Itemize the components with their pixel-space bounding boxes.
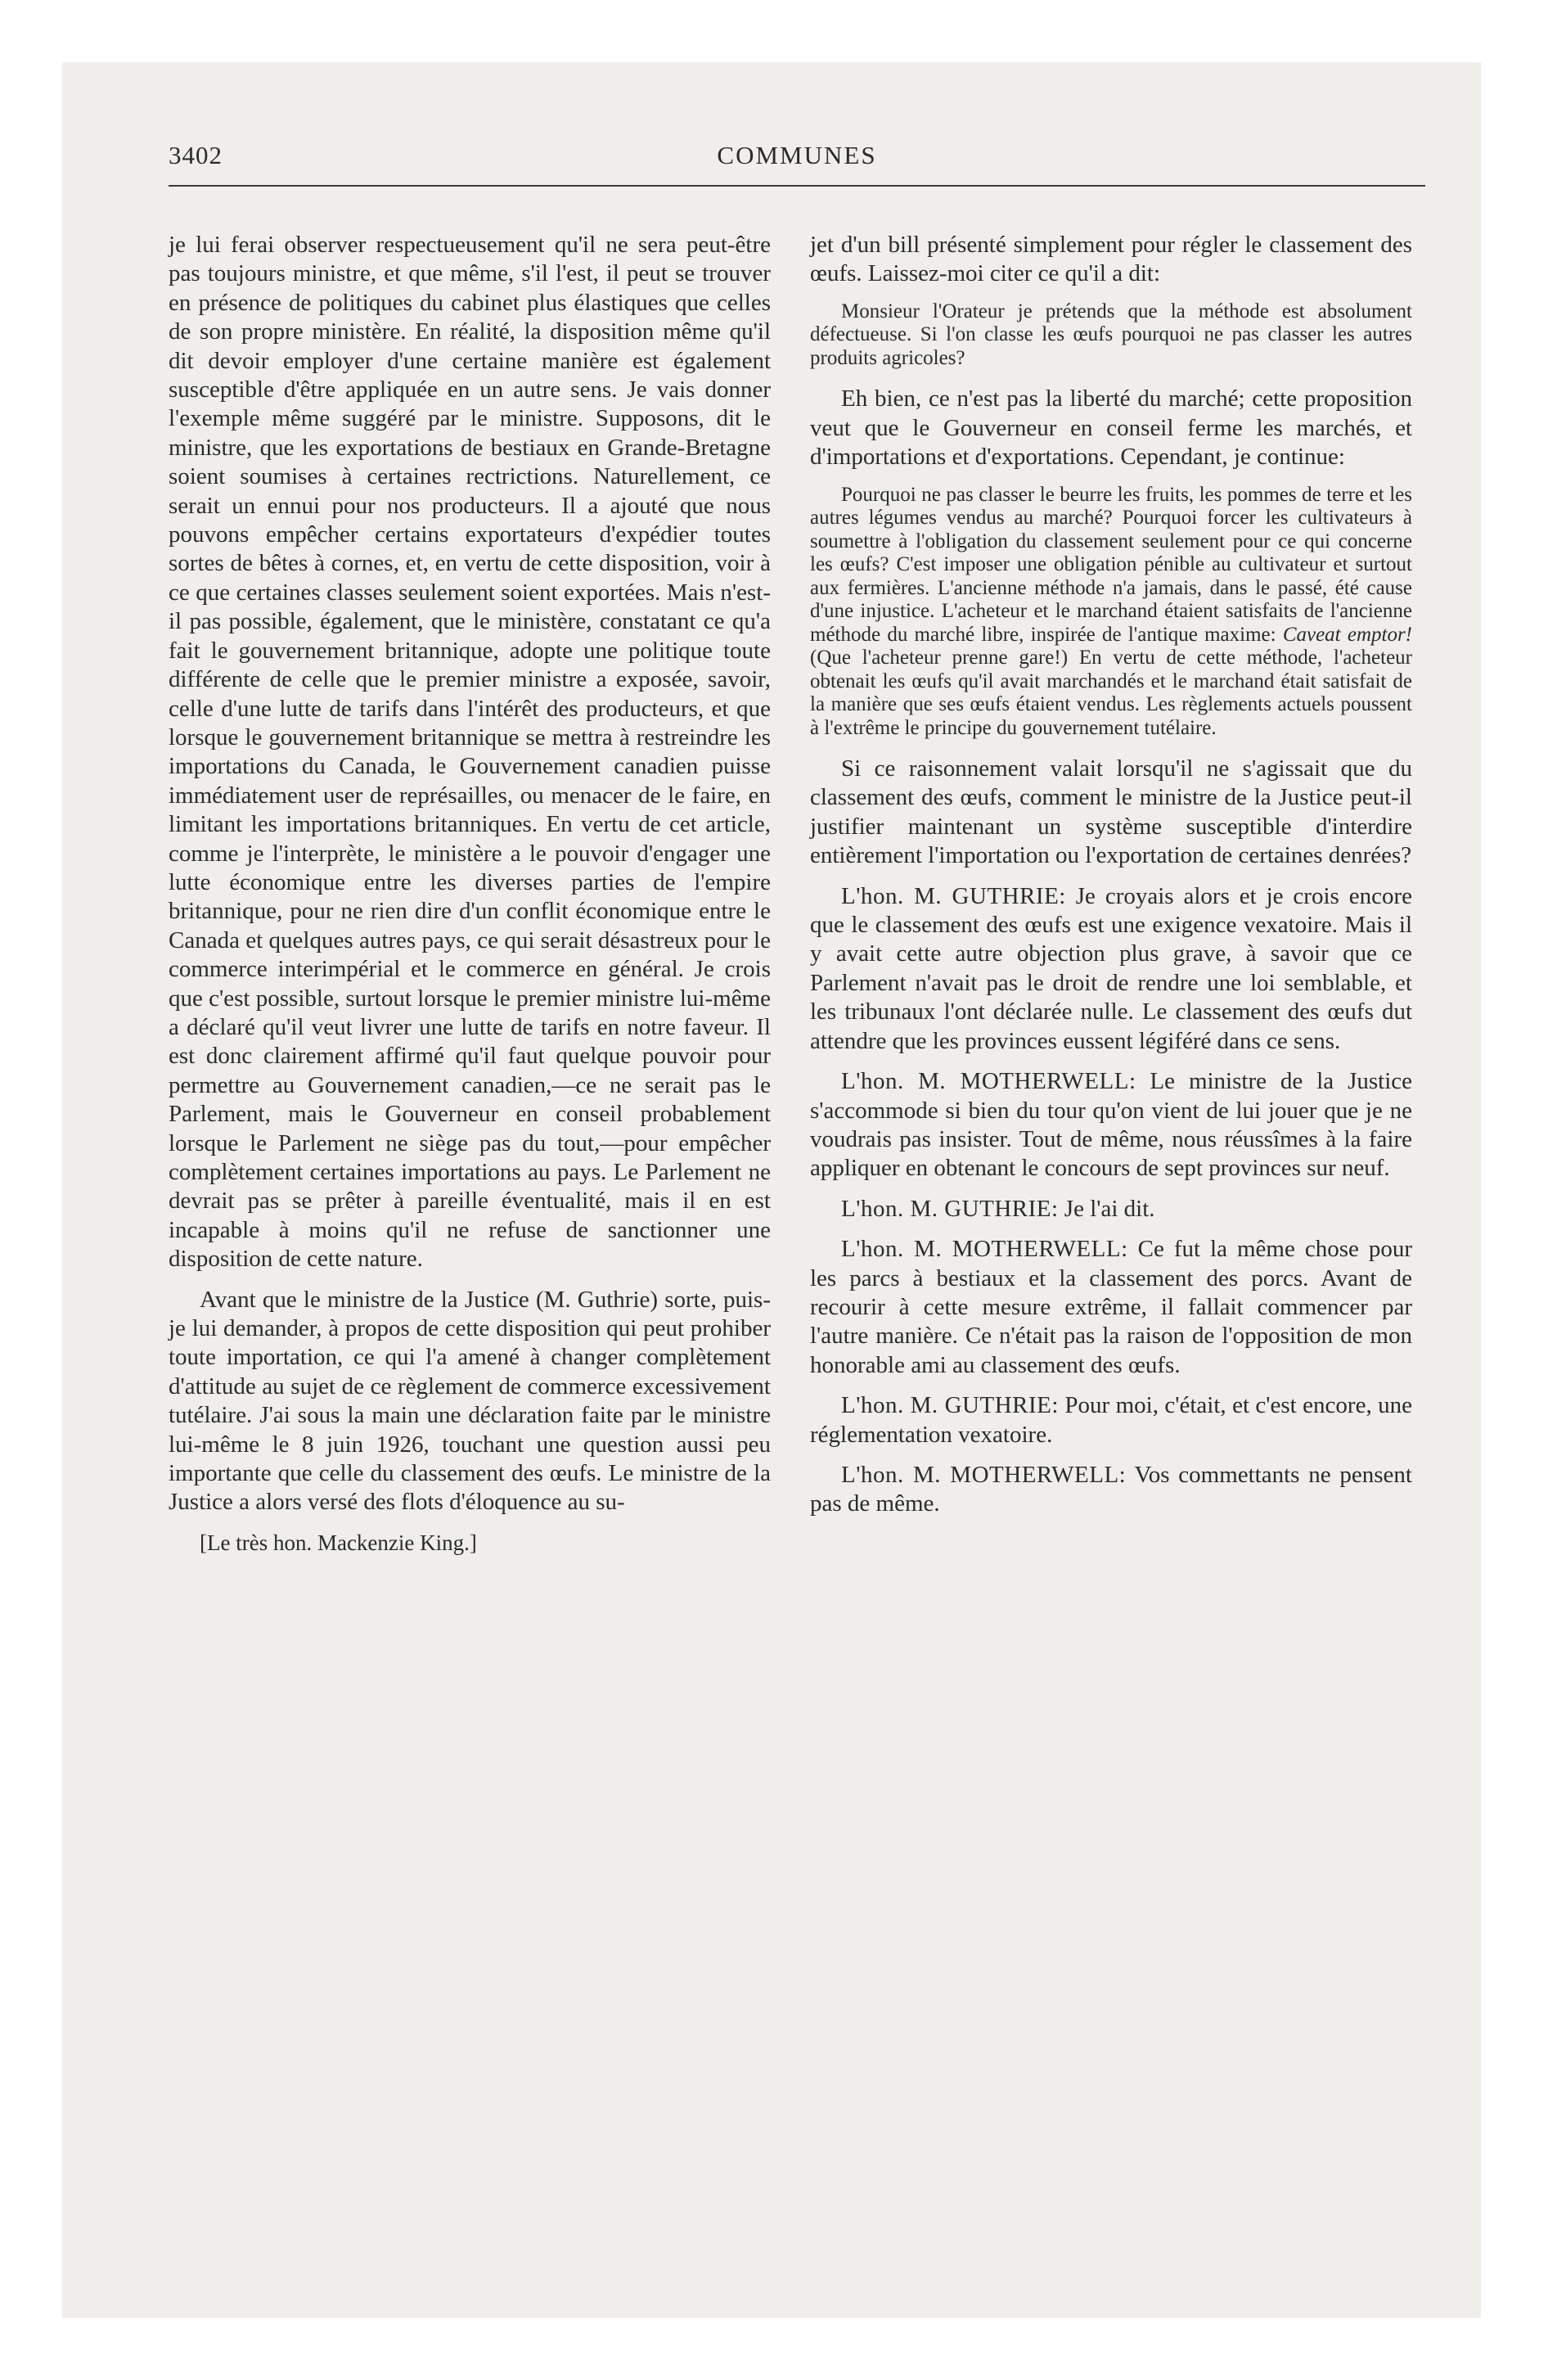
quotation-2-before: Pourquoi ne pas classer le beurre les fruits, les pommes de terre et les autres légumes vendus au marché? Pourquoi forcer les cultivateurs à soumettre à l'obligation du classement seulement pour ce qui concerne les œufs? C'est imposer une obligation pénible au cultivateur et surtout aux fermières. L'ancienne méthode n'a jamais, dans le passé, été cause d'une injustice. L'acheteur et le marchand étaient satisfaits de l'ancienne méthode du marché libre, inspirée de l'antique maxime: <box>810 483 1412 646</box>
speech-text: Vos commettants ne pensent pas de même. <box>810 1461 1412 1517</box>
quotation-1-text: Monsieur l'Orateur je prétends que la méthode est absolument défectueuse. Si l'on classe les œufs pourquoi ne pas classer les autres produits agricoles? <box>810 300 1412 369</box>
quotation-2-text <box>810 484 1412 741</box>
document-page <box>169 141 1425 2301</box>
speech-guthrie-3 <box>810 1391 1412 1449</box>
speaker-name: L'hon. M. GUTHRIE: <box>841 882 1066 909</box>
speech-text: Je croyais alors et je crois encore que le classement des œufs est une exigence vexatoire. Mais il y avait cette autre objection plus grave, à savoir que ce Parlement n'avait pas le droit de rendre une loi semblable, et les tribunaux l'ont déclarée nulle. Le classement des œufs dut attendre que les provinces eussent légiféré dans ce sens. <box>810 882 1412 1054</box>
page-number: 3402 <box>169 141 223 169</box>
speaker-name: L'hon. M. MOTHERWELL: <box>841 1236 1128 1263</box>
running-title: COMMUNES <box>717 141 877 169</box>
speech-guthrie-2 <box>810 1195 1412 1224</box>
quotation-2-latin: Caveat emptor! <box>1282 623 1413 646</box>
left-paragraph-2: Avant que le ministre de la Justice (M. Guthrie) sorte, puis-je lui demander, à propos de cette disposition qui peut prohiber toute importation, ce qui l'a amené à changer complètement d'attitude au sujet de ce règlement de commerce excessivement tutélaire. J'ai sous la main une déclaration faite par le ministre lui-même le 8 juin 1926, touchant une question aussi peu importante que celle du classement des œufs. Le ministre de la Justice a alors versé des flots d'éloquence au su- <box>169 1286 771 1516</box>
speech-text: Ce fut la même chose pour les parcs à bestiaux et la classement des porcs. Avant de recourir à cette mesure extrême, il fallait commencer par l'autre manière. Ce n'était pas la raison de l'opposition de mon honorable ami au classement des œufs. <box>810 1236 1413 1378</box>
quotation-1 <box>810 300 1412 371</box>
speaker-name: L'hon. M. MOTHERWELL: <box>841 1068 1136 1095</box>
speaker-name: L'hon. M. GUTHRIE: <box>841 1392 1059 1419</box>
speech-motherwell-2 <box>810 1235 1412 1380</box>
speech-text: Pour moi, c'était, et c'est encore, une réglementation vexatoire. <box>810 1392 1413 1448</box>
quotation-2-after: (Que l'acheteur prenne gare!) En vertu de cette méthode, l'acheteur obtenait les œufs qu'il avait marchandés et le marchand était satisfait de la manière que ses œufs étaient vendus. Les règlements actuels poussent à l'extrême le principe du gouvernement tutélaire. <box>810 647 1412 739</box>
speech-guthrie-1 <box>810 882 1412 1056</box>
speech-text: Je l'ai dit. <box>1058 1195 1155 1222</box>
speech-text: Le ministre de la Justice s'accommode si bien du tour qu'on vient de lui jouer que je ne voudrais pas insister. Tout de même, nous réussîmes à la faire appliquer en obtenant le concours de sept provinces sur neuf. <box>810 1068 1413 1182</box>
speaker-attribution: [Le très hon. Mackenzie King.] <box>200 1530 477 1555</box>
right-paragraph-2: Eh bien, ce n'est pas la liberté du marché; cette proposition veut que le Gouverneur en conseil ferme les marchés, et d'importations et d'exportations. Cependant, je continue: <box>810 385 1412 471</box>
left-paragraph-1: je lui ferai observer respectueusement qu'il ne sera peut-être pas toujours ministre, et que même, s'il l'est, il peut se trouver en présence de politiques du cabinet plus élastiques que celles de son propre ministère. En réalité, la disposition même qu'il dit devoir employer d'une certaine manière est également susceptible d'être appliquée en un autre sens. Je vais donner l'exemple même suggéré par le ministre. Supposons, dit le ministre, que les exportations de bestiaux en Grande-Bretagne soient soumises à certaines rectrictions. Naturellement, ce serait un ennui pour nos producteurs. Il a ajouté que nous pouvons empêcher certains exportateurs d'expédier toutes sortes de bêtes à cornes, et, en vertu de cette disposition, voir à ce que certaines classes seulement soient exportées. Mais n'est-il pas possible, également, que le ministère, constatant ce qu'a fait le gouvernement britannique, adopte une politique toute différente de celle que le premier ministre a exposée, savoir, celle d'une lutte de tarifs dans l'intérêt des producteurs, et que lorsque le gouvernement britannique se mettra à restreindre les importations du Canada, le Gouvernement canadien puisse immédiatement user de représailles, ou menacer de le faire, en limitant les importations britanniques. En vertu de cet article, comme je l'interprète, le ministère a le pouvoir d'engager une lutte économique entre les diverses parties de l'empire britannique, pour ne rien dire d'un conflit économique entre le Canada et quelques autres pays, ce qui serait désastreux pour le commerce interimpérial et le commerce en général. Je crois que c'est possible, surtout lorsque le premier ministre lui-même a déclaré qu'il veut livrer une lutte de tarifs en notre faveur. Il est donc clairement affirmé qu'il faut quelque pouvoir pour permettre au Gouvernement canadien,—ce ne serait pas le Parlement, mais le Gouverneur en conseil probablement lorsque le Parlement ne siège pas du tout,—pour empêcher complètement certaines importations au pays. Le Parlement ne devrait pas se prêter à pareille éventualité, mais il en est incapable à moins qu'il ne refuse de sanctionner une disposition de cette nature. <box>169 232 771 1273</box>
right-paragraph-3: Si ce raisonnement valait lorsqu'il ne s'agissait que du classement des œufs, comment le ministre de la Justice peut-il justifier maintenant un système susceptible d'interdire entièrement l'importation ou l'exportation de certaines denrées? <box>810 755 1412 869</box>
speaker-name: L'hon. M. GUTHRIE: <box>841 1195 1059 1222</box>
speaker-name: L'hon. M. MOTHERWELL: <box>841 1461 1127 1488</box>
speech-motherwell-1 <box>810 1067 1412 1183</box>
quotation-2 <box>810 484 1412 741</box>
left-column <box>169 231 771 1557</box>
header-rule <box>169 185 1425 187</box>
right-column <box>810 231 1412 1530</box>
speech-motherwell-3 <box>810 1461 1412 1519</box>
right-paragraph-1: jet d'un bill présenté simplement pour régler le classement des œufs. Laissez-moi citer ce qu'il a dit: <box>810 232 1412 287</box>
page-header <box>169 141 1425 178</box>
